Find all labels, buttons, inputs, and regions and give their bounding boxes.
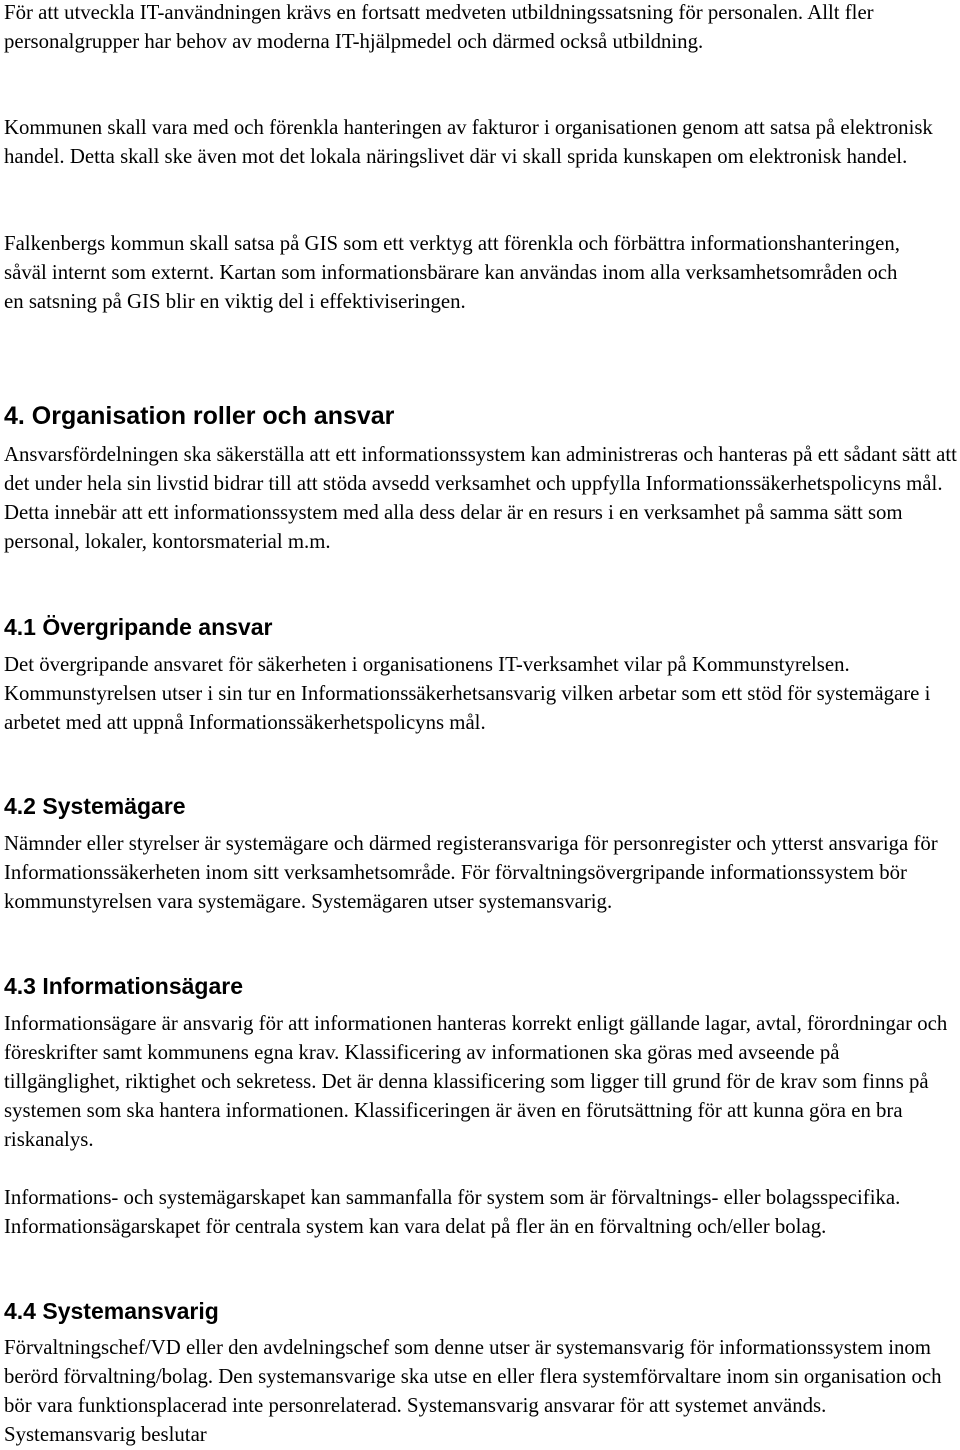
- section-4-3-body-2: Informations- och systemägarskapet kan sammanfalla för system som är förvaltnings- eller bolagsspecifika. Informationsägarskapet för centrala system kan vara delat på fler än en förvaltning och/eller bolag.: [4, 1186, 901, 1238]
- section-4-body: Ansvarsfördelningen ska säkerställa att ett informationssystem kan administreras och hanteras på ett sådant sätt att det under hela sin livstid bidrar till att stöda avsedd verksamhet och uppfylla Informationssäkerhetspolicyns mål. Detta innebär att ett informationssystem med alla dess delar är en resurs i en verksamhet på samma sätt som personal, lokaler, kontorsmaterial m.m.: [4, 443, 957, 553]
- section-4-heading: 4. Organisation roller och ansvar: [4, 402, 395, 430]
- section-4-4-heading: 4.4 Systemansvarig: [4, 1298, 219, 1324]
- section-4-1-heading: 4.1 Övergripande ansvar: [4, 614, 273, 640]
- intro-paragraph-e-commerce: Kommunen skall vara med och förenkla hanteringen av fakturor i organisationen genom att satsa på elektronisk handel. Detta skall ske även mot det lokala näringslivet där vi skall sprida kunskapen om elektronisk handel.: [4, 116, 933, 168]
- section-4-2-heading: 4.2 Systemägare: [4, 793, 186, 819]
- section-4-3-heading: 4.3 Informationsägare: [4, 973, 244, 999]
- section-4-1-body: Det övergripande ansvaret för säkerheten i organisationens IT-verksamhet vilar på Kommunstyrelsen. Kommunstyrelsen utser i sin tur en Informationssäkerhetsansvarig vilken arbetar som ett stöd för systemägare i arbetet med att uppnå Informationssäkerhetspolicyns mål.: [4, 653, 931, 734]
- section-4-3-body: Informationsägare är ansvarig för att informationen hanteras korrekt enligt gällande lagar, avtal, förordningar och föreskrifter samt kommunens egna krav. Klassificering av informationen ska göras med avseende på tillgänglighet, riktighet och sekretess. Det är denna klassificering som ligger till grund för de krav som finns på systemen som ska hantera informationen. Klassificeringen är även en förutsättning för att kunna göra en bra riskanalys.: [4, 1012, 948, 1151]
- section-4-4-body: Förvaltningschef/VD eller den avdelningschef som denne utser är systemansvarig för informationssystem inom berörd förvaltning/bolag. Den systemansvarige ska utse en eller flera systemförvaltare inom sin organisation och bör vara funktionsplacerad inte personrelaterad. Systemansvarig ansvarar för att systemet används. Systemansvarig beslutar: [4, 1336, 942, 1446]
- section-4-2-body: Nämnder eller styrelser är systemägare och därmed registeransvariga för personregister och ytterst ansvariga för Informationssäkerheten inom sitt verksamhetsområde. För förvaltningsövergripande informationssystem bör kommunstyrelsen vara systemägare. Systemägaren utser systemansvarig.: [4, 832, 938, 913]
- intro-paragraph-gis: Falkenbergs kommun skall satsa på GIS som ett verktyg att förenkla och förbättra informationshanteringen, såväl internt som externt. Kartan som informationsbärare kan användas inom alla verksamhetsområden och en satsning på GIS blir en viktig del i effektiviseringen.: [4, 232, 900, 313]
- intro-paragraph-training: För att utveckla IT-användningen krävs en fortsatt medveten utbildningssatsning för personalen. Allt fler personalgrupper har behov av moderna IT-hjälpmedel och därmed också utbildning.: [4, 1, 874, 53]
